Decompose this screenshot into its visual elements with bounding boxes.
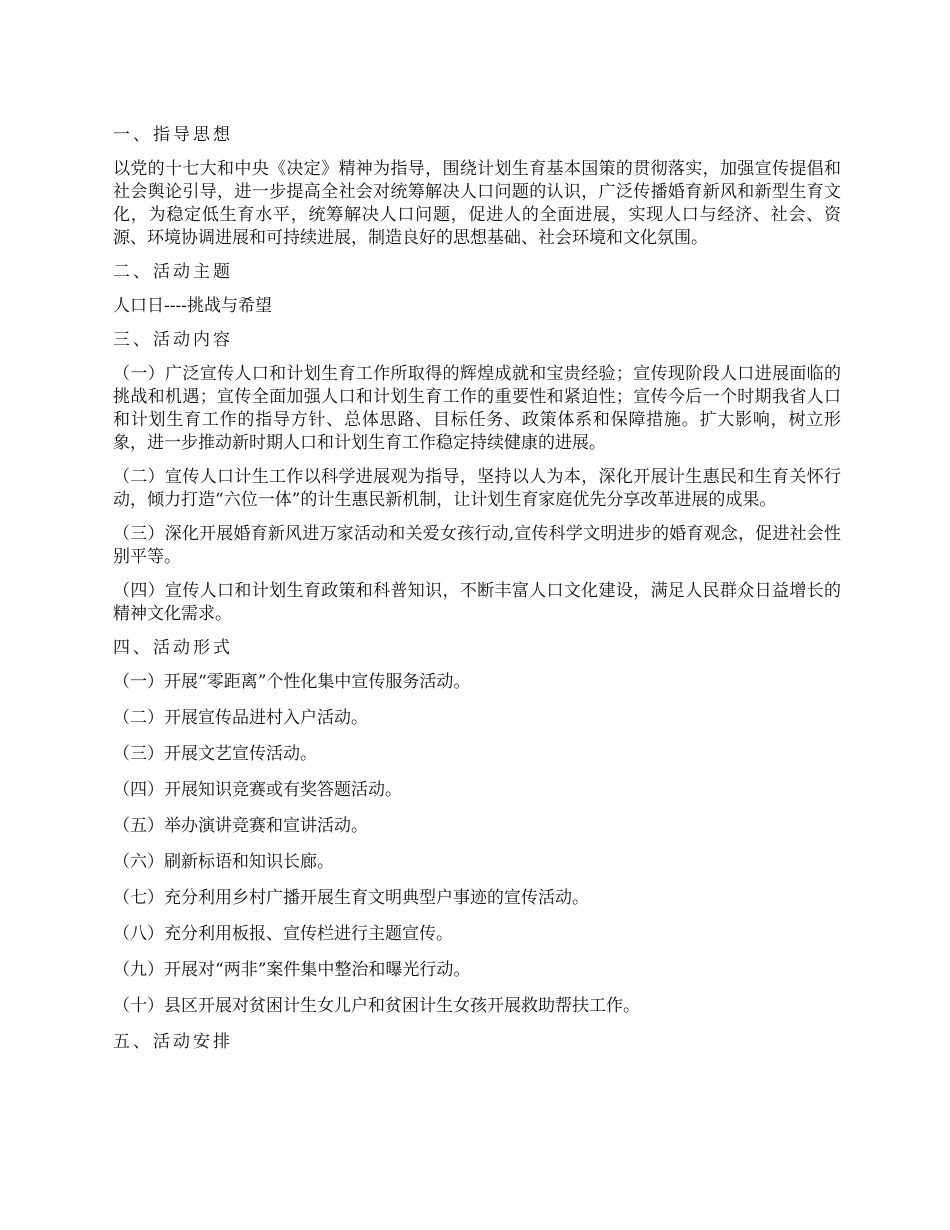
section-heading-forms: 四、活动形式 [113, 638, 233, 658]
section-heading-content: 三、活动内容 [113, 330, 233, 350]
paragraph: 人口日----挑战与希望 [113, 296, 272, 316]
list-item: （二）开展宣传品进村入户活动。 [113, 708, 368, 728]
section-heading-arrangement: 五、活动安排 [113, 1032, 233, 1052]
list-item: （九）开展对“两非”案件集中整治和曝光行动。 [113, 960, 471, 980]
paragraph: （二）宣传人口计生工作以科学进展观为指导，坚持以人为本，深化开展计生惠民和生育关怀行动，倾力打造“六位一体”的计生惠民新机制，让计划生育家庭优先分享改革进展的成果。 [113, 467, 841, 510]
list-item: （三）开展文艺宣传活动。 [113, 744, 317, 764]
list-item: （一）开展“零距离”个性化集中宣传服务活动。 [113, 672, 471, 692]
section-heading-theme: 二、活动主题 [113, 262, 233, 282]
paragraph: （一）广泛宣传人口和计划生育工作所取得的辉煌成就和宝贵经验；宣传现阶段人口进展面临的挑战和机遇；宣传全面加强人口和计划生育工作的重要性和紧迫性；宣传今后一个时期我省人口和计划生育工作的指导方针、总体思路、目标任务、政策体系和保障措施。扩大影响，树立形象，进一步推动新时期人口和计划生育工作稳定持续健康的进展。 [113, 364, 841, 453]
list-item: （七）充分利用乡村广播开展生育文明典型户事迹的宣传活动。 [113, 888, 589, 908]
list-item: （十）县区开展对贫困计生女儿户和贫困计生女孩开展救助帮扶工作。 [113, 996, 640, 1016]
paragraph: （三）深化开展婚育新风进万家活动和关爱女孩行动,宣传科学文明进步的婚育观念，促进社会性别平等。 [113, 524, 841, 567]
list-item: （六）刷新标语和知识长廊。 [113, 852, 334, 872]
list-item: （四）开展知识竞赛或有奖答题活动。 [113, 780, 402, 800]
document-body [113, 124, 841, 1065]
paragraph: 以党的十七大和中央《决定》精神为指导，围绕计划生育基本国策的贯彻落实，加强宣传提倡和社会舆论引导，进一步提高全社会对统筹解决人口问题的认识，广泛传播婚育新风和新型生育文化，为稳定低生育水平，统筹解决人口问题，促进人的全面进展，实现人口与经济、社会、资源、环境协调进展和可持续进展，制造良好的思想基础、社会环境和文化氛围。 [113, 159, 841, 248]
list-item: （五）举办演讲竞赛和宣讲活动。 [113, 816, 368, 836]
section-heading-guiding-ideology: 一、指导思想 [113, 125, 233, 145]
paragraph: （四）宣传人口和计划生育政策和科普知识，不断丰富人口文化建设，满足人民群众日益增长的精神文化需求。 [113, 581, 841, 624]
list-item: （八）充分利用板报、宣传栏进行主题宣传。 [113, 924, 453, 944]
